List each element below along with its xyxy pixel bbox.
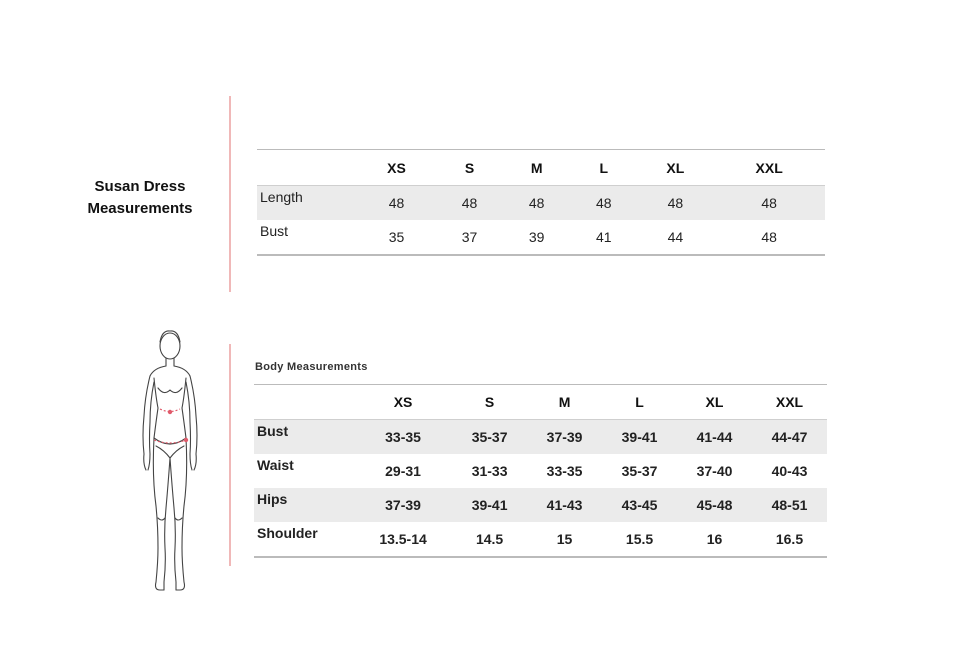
page-title <box>60 176 220 220</box>
table-cell: 37-39 <box>354 488 452 522</box>
body-measurements-caption: Body Measurements <box>255 361 368 373</box>
size-header: XS <box>357 150 436 186</box>
size-header: XL <box>677 385 752 420</box>
table-cell: 35 <box>388 229 405 245</box>
table-cell: 29-31 <box>385 463 421 479</box>
table-cell: 16.5 <box>775 531 804 547</box>
table-cell: 13.5-14 <box>379 531 427 547</box>
body-figure-icon <box>130 326 210 594</box>
title-line-2: Measurements <box>87 200 193 217</box>
table-header-row <box>254 385 827 420</box>
table-cell: 48-51 <box>752 488 827 522</box>
table-cell: 39-41 <box>602 420 677 455</box>
size-header: M <box>503 150 570 186</box>
table-cell: 39 <box>528 229 545 245</box>
table-cell: 43-45 <box>602 488 677 522</box>
size-header: S <box>452 385 527 420</box>
table-cell: 41-44 <box>677 420 752 455</box>
table-cell: 15 <box>556 531 573 547</box>
size-header: XL <box>637 150 713 186</box>
table-row <box>254 522 827 557</box>
table-cell: 33-35 <box>354 420 452 455</box>
table-row <box>254 454 827 488</box>
row-label: Bust <box>260 223 289 239</box>
row-label: Length <box>257 186 357 221</box>
table-row <box>257 186 825 221</box>
table-row <box>257 220 825 255</box>
row-label: Hips <box>254 488 354 522</box>
size-header: L <box>570 150 637 186</box>
table-cell: 40-43 <box>771 463 808 479</box>
body-measurements-table <box>254 384 827 558</box>
table-cell: 15.5 <box>625 531 654 547</box>
table-cell: 48 <box>713 186 825 221</box>
table-row <box>254 488 827 522</box>
table-cell: 48 <box>570 186 637 221</box>
table-cell: 48 <box>357 186 436 221</box>
table-cell: 48 <box>637 186 713 221</box>
table-cell: 48 <box>503 186 570 221</box>
table-row <box>254 420 827 455</box>
table-cell: 41-43 <box>527 488 602 522</box>
size-header: XS <box>354 385 452 420</box>
divider-bottom <box>229 344 231 566</box>
table-cell: 44 <box>667 229 684 245</box>
table-cell: 48 <box>761 229 777 245</box>
row-label: Bust <box>254 420 354 455</box>
size-header: XXL <box>752 385 827 420</box>
table-cell: 41 <box>596 229 612 245</box>
table-cell: 14.5 <box>475 531 504 547</box>
header-corner <box>254 385 354 420</box>
table-cell: 39-41 <box>452 488 527 522</box>
table-cell: 16 <box>706 531 723 547</box>
divider-top <box>229 96 231 292</box>
header-corner <box>257 150 357 186</box>
size-header: S <box>436 150 503 186</box>
table-cell: 35-37 <box>452 420 527 455</box>
table-cell: 31-33 <box>471 463 508 479</box>
dress-measurements-table <box>257 149 825 256</box>
table-cell: 37 <box>461 229 478 245</box>
table-cell: 37-40 <box>696 463 733 479</box>
row-label: Shoulder <box>257 525 318 541</box>
size-header: M <box>527 385 602 420</box>
row-label: Waist <box>257 457 294 473</box>
title-line-1: Susan Dress <box>94 178 186 195</box>
table-cell: 44-47 <box>752 420 827 455</box>
table-header-row <box>257 150 825 186</box>
size-header: L <box>602 385 677 420</box>
table-cell: 48 <box>436 186 503 221</box>
table-cell: 37-39 <box>527 420 602 455</box>
table-cell: 35-37 <box>621 463 658 479</box>
table-cell: 45-48 <box>677 488 752 522</box>
size-header: XXL <box>713 150 825 186</box>
table-cell: 33-35 <box>546 463 583 479</box>
